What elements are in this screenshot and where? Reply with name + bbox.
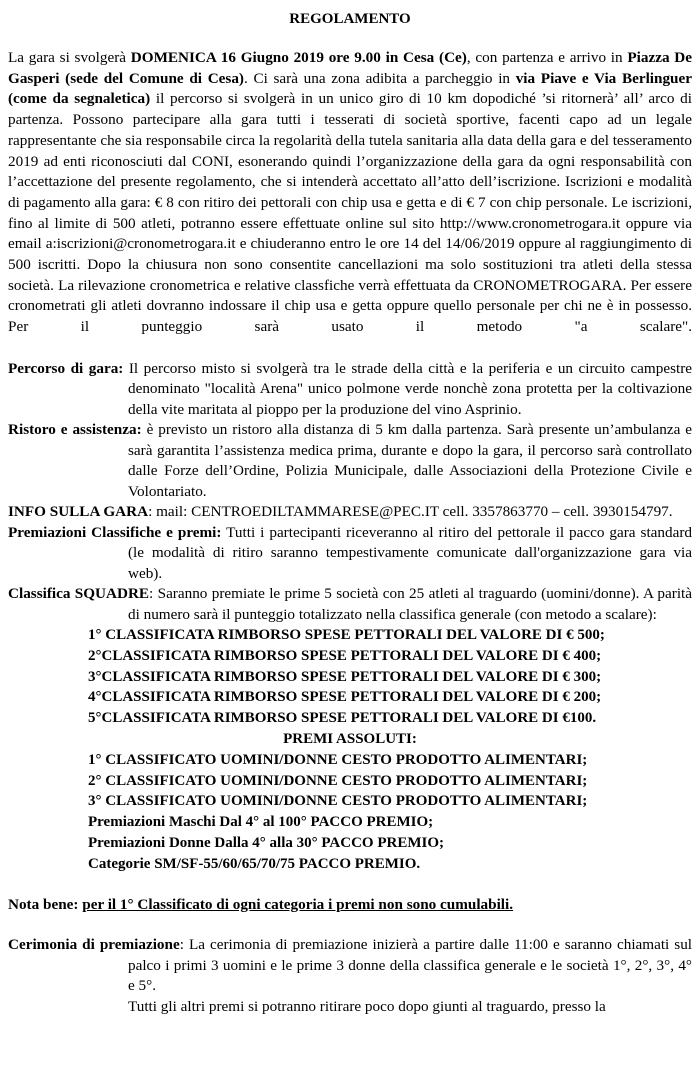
info-section bbox=[8, 502, 692, 523]
premiazioni-section bbox=[8, 523, 692, 585]
intro-start-finish: Piazza De Gasperi (sede del Comune di Cesa) bbox=[8, 49, 693, 87]
percorso-text: Il percorso misto si svolgerà tra le strade della città e la periferia e un circuito campestre denominato "località Arena" unico polmone verde nonchè zona protetta per la coltivazione della vite maritata al pioppo per la produzione del vino Asprinio. bbox=[123, 359, 692, 418]
abs-prize-item: Premiazioni Maschi Dal 4° al 100° PACCO PREMIO; bbox=[88, 814, 434, 831]
cerimonia-text: : La cerimonia di premiazione inizierà a partire dalle 11:00 e saranno chiamati sul palco i primi 3 uomini e le prime 3 donne della classifica generale e le società 1°, 2°, 3°, 4° e 5°. bbox=[128, 936, 693, 995]
intro-text-2: , con partenza e arrivo in bbox=[466, 49, 628, 66]
team-prize-item: 3°CLASSIFICATA RIMBORSO SPESE PETTORALI DEL VALORE DI € 300; bbox=[88, 668, 602, 685]
team-prizes-list bbox=[88, 625, 692, 875]
team-prize-item: 5°CLASSIFICATA RIMBORSO SPESE PETTORALI DEL VALORE DI €100. bbox=[88, 710, 597, 727]
team-prize-item: 2°CLASSIFICATA RIMBORSO SPESE PETTORALI DEL VALORE DI € 400; bbox=[88, 647, 602, 664]
intro-parking: via Piave e Via Berlinguer (come da segnaletica) bbox=[8, 69, 692, 108]
ristoro-text: è previsto un ristoro alla distanza di 5 km dalla partenza. Sarà presente un’ambulanza e sarà garantita l’assistenza medica prima, durante e dopo la gara, il percorso sarà controllato dalle Forze dell’Ordine, Polizia Municipale, dalle Associazioni della Protezione Civile e Volontariato. bbox=[128, 421, 693, 500]
ristoro-section bbox=[8, 420, 692, 502]
info-heading: INFO SULLA GARA bbox=[8, 503, 149, 521]
percorso-heading: Percorso di gara: bbox=[8, 359, 124, 377]
team-prize-item: 1° CLASSIFICATA RIMBORSO SPESE PETTORALI DEL VALORE DI € 500; bbox=[88, 627, 605, 644]
classifica-heading: Classifica SQUADRE bbox=[8, 585, 150, 603]
cerimonia-section bbox=[8, 935, 692, 997]
cerimonia-continuation: Tutti gli altri premi si potranno ritirare poco dopo giunti al traguardo, presso la bbox=[128, 997, 606, 1015]
intro-text-3: . Ci sarà una zona adibita a parcheggio in bbox=[243, 69, 516, 87]
classifica-section bbox=[8, 584, 692, 625]
intro-text-4: il percorso si svolgerà in un unico giro di 10 km dopodiché ’si ritornerà’ all’ arco di partenza. Possono partecipare alla gara tutti i tesserati di società sportive, facenti capo ad un legale rappresentante che sia responsabile circa la regolarità della tutela sanitaria alla data della gara e del tesseramento 2019 ad enti riconosciuti dal CONI, esonerando quindi l’organizzazione della gara da ogni responsabilità con l’accettazione del presente regolamento, che si intenderà accettato all’atto dell’iscrizione. Iscrizioni e modalità di pagamento alla gara: € 8 con ritiro dei pettorali con chip usa e getta e di € 7 con chip personale. Le iscrizioni, fino al limite di 500 atleti, potranno essere effettuate online sul sito http://www.cronometrogara.it oppure via email a:iscrizioni@cronometrogara.it e chiuderanno entro le ore 14 del 14/06/2019 oppure al raggiungimento di 500 iscritti. Dopo la chiusura non sono consentite cancellazioni ma solo sostituzioni tra atleti della stessa società. La rilevazione cronometrica e relative classfiche verrà effettuata da CRONOMETROGARA. Per essere cronometrati gli atleti dovranno indossare il chip usa e getta oppure quello personale per chi ne è in possesso. Per il punteggio sarà usato il metodo "a scalare". bbox=[8, 90, 692, 336]
cerimonia-heading: Cerimonia di premiazione bbox=[8, 936, 180, 954]
premiazioni-text: Tutti i partecipanti riceveranno al ritiro del pettorale il pacco gara standard (le modalità di ritiro saranno tempestivamente comunicate dall'organizzazione gara via web). bbox=[128, 523, 692, 582]
percorso-section bbox=[8, 359, 692, 421]
abs-prize-item: 1° CLASSIFICATO UOMINI/DONNE CESTO PRODOTTO ALIMENTARI; bbox=[88, 751, 588, 768]
nota-text: per il 1° Classificato di ogni categoria i premi non sono cumulabili. bbox=[82, 895, 514, 913]
info-text: : mail: CENTROEDILTAMMARESE@PEC.IT cell. 3357863770 – cell. 3930154797. bbox=[148, 503, 673, 521]
nota-bene bbox=[8, 895, 692, 916]
team-prize-item: 4°CLASSIFICATA RIMBORSO SPESE PETTORALI DEL VALORE DI € 200; bbox=[88, 689, 602, 706]
abs-prize-item: 3° CLASSIFICATO UOMINI/DONNE CESTO PRODOTTO ALIMENTARI; bbox=[88, 793, 588, 810]
abs-prize-item: Categorie SM/SF-55/60/65/70/75 PACCO PREMIO. bbox=[88, 855, 421, 872]
ristoro-heading: Ristoro e assistenza: bbox=[8, 421, 142, 439]
intro-date-location: DOMENICA 16 Giugno 2019 ore 9.00 in Cesa (Ce) bbox=[130, 49, 467, 66]
premi-assoluti-heading: PREMI ASSOLUTI: bbox=[283, 731, 417, 748]
intro-paragraph bbox=[8, 48, 692, 359]
document-title: REGOLAMENTO bbox=[289, 11, 411, 27]
nota-heading: Nota bene: bbox=[8, 895, 83, 913]
classifica-text: : Saranno premiate le prime 5 società con 25 atleti al traguardo (uomini/donne). A parità di numero sarà il punteggio totalizzato nella classifica generale (con metodo a scalare): bbox=[128, 585, 692, 623]
premiazioni-heading: Premiazioni Classifiche e premi: bbox=[8, 523, 222, 541]
intro-text-1: La gara si svolgerà bbox=[8, 49, 131, 66]
abs-prize-item: Premiazioni Donne Dalla 4° alla 30° PACCO PREMIO; bbox=[88, 835, 445, 852]
abs-prize-item: 2° CLASSIFICATO UOMINI/DONNE CESTO PRODOTTO ALIMENTARI; bbox=[88, 772, 588, 789]
